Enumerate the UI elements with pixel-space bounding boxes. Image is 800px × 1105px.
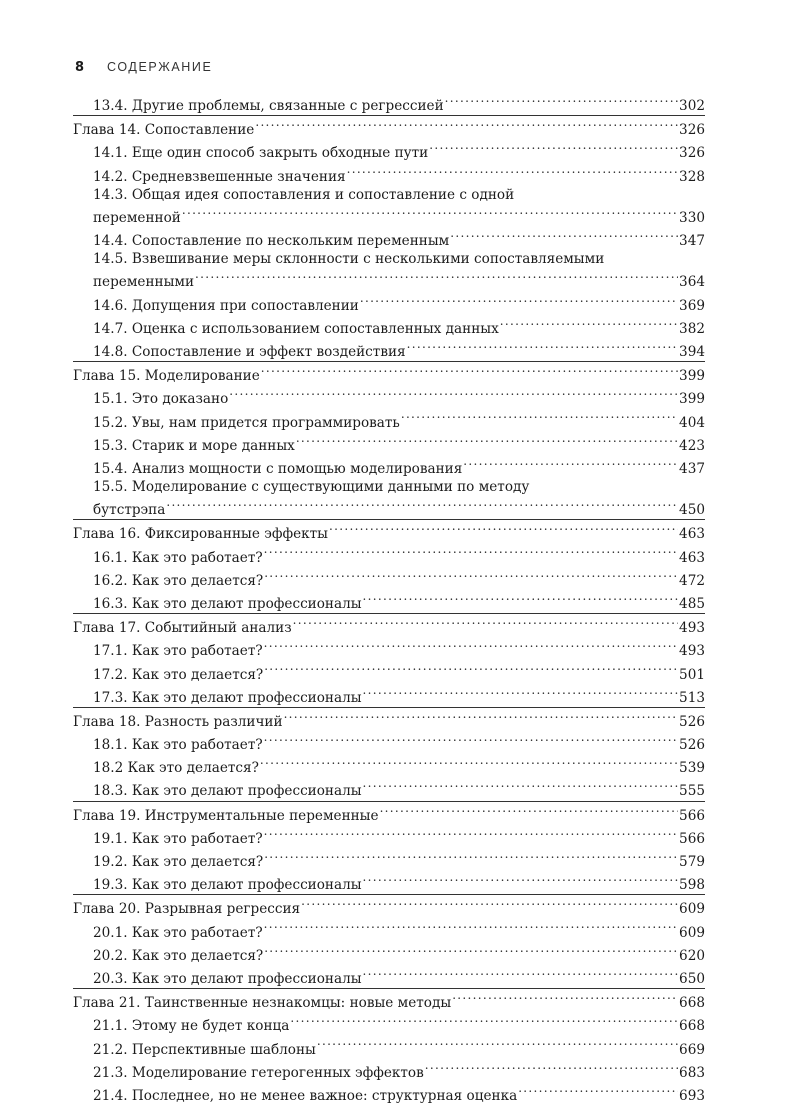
toc-entry-line (73, 989, 705, 1012)
toc-entry-page: 693 (679, 1087, 705, 1104)
toc-entry-page: 326 (679, 122, 705, 139)
toc-entry-title: переменными (93, 274, 195, 291)
toc-section-entry[interactable] (73, 432, 705, 455)
toc-entry-page: 347 (679, 233, 705, 250)
toc-entry-page: 668 (679, 995, 705, 1012)
toc-entry-page: 669 (679, 1041, 705, 1058)
toc-entry-page: 598 (679, 877, 705, 894)
toc-section-entry[interactable] (73, 684, 705, 707)
toc-entry-page: 579 (679, 854, 705, 870)
toc-entry-page: 394 (679, 343, 705, 360)
dot-leader (363, 965, 679, 983)
toc-section-entry[interactable] (73, 1082, 705, 1105)
toc-entry-line (93, 660, 705, 683)
toc-entry-line (73, 614, 705, 637)
dot-leader (293, 614, 678, 632)
toc-entry-line (93, 942, 705, 965)
toc-entry-page: 404 (679, 414, 705, 431)
toc-section-entry[interactable] (73, 1035, 705, 1058)
toc-entry-line (93, 543, 705, 566)
toc-chapter-entry[interactable] (73, 894, 705, 918)
toc-entry-title: 20.1. Как это работает? (93, 924, 263, 941)
toc-entry-line (93, 292, 705, 315)
toc-section-entry[interactable] (73, 1059, 705, 1082)
toc-entry-title: бутстрэпа (93, 502, 166, 519)
toc-entry-page: 566 (679, 830, 705, 847)
toc-section-entry[interactable] (73, 292, 705, 315)
dot-leader (425, 1059, 678, 1077)
toc-chapter-entry[interactable] (73, 613, 705, 637)
toc-entry-page: 450 (679, 502, 705, 519)
toc-entry-title: 16.2. Как это делается? (93, 572, 264, 589)
toc-section-entry[interactable] (73, 754, 705, 777)
toc-section-entry[interactable] (73, 1012, 705, 1035)
toc-entry-page: 369 (679, 297, 705, 314)
toc-entry-title: Глава 17. Событийный анализ (73, 620, 292, 637)
dot-leader (401, 408, 678, 426)
dot-leader (229, 385, 678, 403)
toc-section-entry[interactable] (73, 315, 705, 338)
toc-entry-title: 19.3. Как это делают профессионалы (93, 877, 362, 894)
toc-section-entry[interactable] (73, 660, 705, 683)
toc-entry-page: 609 (679, 901, 705, 918)
dot-leader (264, 918, 678, 936)
toc-entry-title: 14.4. Сопоставление по нескольким переменным (93, 233, 450, 250)
toc-entry-page: 330 (679, 209, 705, 226)
toc-entry-line (93, 92, 705, 115)
toc-entry-page: 302 (679, 98, 705, 115)
toc-entry-line (93, 315, 705, 338)
dot-leader (264, 637, 678, 655)
toc-section-entry[interactable] (73, 227, 705, 250)
toc-entry-title: Глава 21. Таинственные незнакомцы: новые методы (73, 995, 452, 1012)
toc-entry-title: 14.8. Сопоставление и эффект воздействия (93, 343, 406, 360)
toc-section-entry[interactable] (73, 731, 705, 754)
toc-section-entry[interactable] (73, 250, 705, 291)
toc-entry-page: 526 (679, 713, 705, 730)
toc-chapter-entry[interactable] (73, 988, 705, 1012)
page-number: 8 (75, 59, 85, 75)
toc-entry-line (73, 116, 705, 139)
toc-entry-line (93, 731, 705, 754)
toc-entry-line (93, 1082, 705, 1105)
toc-entry-page: 485 (679, 595, 705, 612)
toc-entry-line (73, 520, 705, 543)
toc-section-entry[interactable] (73, 567, 705, 590)
toc-entry-title: 18.2 Как это делается? (93, 760, 259, 777)
toc-entry-page: 683 (679, 1064, 705, 1081)
dot-leader (360, 292, 678, 310)
dot-leader (264, 567, 678, 585)
dot-leader (452, 989, 678, 1007)
toc-entry-title: 14.1. Еще один способ закрыть обходные пути (93, 145, 429, 162)
toc-entry-title: 15.4. Анализ мощности с помощью моделирования (93, 460, 463, 477)
toc-entry-page: 382 (679, 320, 705, 337)
toc-entry-title: 21.2. Перспективные шаблоны (93, 1041, 316, 1058)
toc-entry-title: Глава 18. Разность различий (73, 713, 283, 730)
toc-entry-line (93, 204, 705, 227)
toc-entry-title: Глава 16. Фиксированные эффекты (73, 526, 328, 543)
toc-entry-page: 555 (679, 783, 705, 800)
toc-entry-title: 15.1. Это доказано (93, 391, 229, 408)
dot-leader (195, 268, 678, 286)
toc-section-entry[interactable] (73, 918, 705, 941)
toc-entry-line (93, 139, 705, 162)
toc-section-entry[interactable] (73, 848, 705, 871)
toc-entry-title: 17.3. Как это делают профессионалы (93, 689, 362, 706)
dot-leader (255, 116, 678, 134)
toc-entry-page: 526 (679, 737, 705, 754)
dot-leader (518, 1082, 678, 1100)
toc-entry-page: 364 (679, 274, 705, 291)
toc-section-entry[interactable] (73, 139, 705, 162)
toc-section-entry[interactable] (73, 338, 705, 361)
toc-entry-title-line1: 14.3. Общая идея сопоставления и сопоставление с одной (93, 186, 515, 203)
toc-entry-title: 19.1. Как это работает? (93, 830, 263, 847)
toc-entry-title: 13.4. Другие проблемы, связанные с регрессией (93, 98, 444, 115)
dot-leader (407, 338, 678, 356)
toc-section-entry[interactable] (73, 543, 705, 566)
toc-entry-line (93, 408, 705, 431)
dot-leader (264, 848, 678, 866)
toc-chapter-entry[interactable] (73, 115, 705, 139)
dot-leader (445, 92, 678, 110)
section-title: СОДЕРЖАНИЕ (107, 60, 213, 74)
toc-entry-line (73, 802, 705, 825)
toc-entry-page: 493 (679, 620, 705, 637)
toc-entry-page: 501 (679, 666, 705, 683)
toc-entry-title: 15.2. Увы, нам придется программировать (93, 414, 400, 431)
dot-leader (264, 543, 678, 561)
dot-leader (166, 496, 678, 514)
dot-leader (363, 684, 679, 702)
dot-leader (317, 1035, 678, 1053)
dot-leader (500, 315, 678, 333)
toc-chapter-entry[interactable] (73, 519, 705, 543)
toc-entry-line (93, 385, 705, 408)
toc-entry-title: Глава 20. Разрывная регрессия (73, 901, 301, 918)
dot-leader (264, 825, 678, 843)
dot-leader (363, 777, 679, 795)
toc-chapter-entry[interactable] (73, 707, 705, 731)
toc-entry-title: 17.2. Как это делается? (93, 666, 264, 683)
toc-section-entry[interactable] (73, 871, 705, 894)
toc-entry-page: 423 (679, 437, 705, 454)
toc-entry-line (93, 1059, 705, 1082)
toc-entry-line (93, 918, 705, 941)
toc-section-entry[interactable] (73, 92, 705, 115)
toc-entry-page: 493 (679, 643, 705, 660)
toc-entry-line (93, 1035, 705, 1058)
toc-chapter-entry[interactable] (73, 801, 705, 825)
toc-entry-title: Глава 19. Инструментальные переменные (73, 807, 379, 824)
toc-section-entry[interactable] (73, 965, 705, 988)
toc-entry-title: 18.1. Как это работает? (93, 737, 263, 754)
toc-section-entry[interactable] (73, 163, 705, 186)
toc-entry-page: 463 (679, 526, 705, 543)
toc-entry-page: 650 (679, 970, 705, 987)
toc-section-entry[interactable] (73, 186, 705, 227)
toc-entry-page: 513 (679, 689, 705, 706)
toc-entry-title-line1: 14.5. Взвешивание меры склонности с несколькими сопоставляемыми (93, 251, 605, 268)
toc-entry-title: 14.2. Средневзвешенные значения (93, 168, 346, 185)
toc-entry-line (93, 1012, 705, 1035)
dot-leader (284, 708, 678, 726)
dot-leader (182, 204, 678, 222)
toc-entry-line (93, 496, 705, 519)
toc-entry-title: 21.3. Моделирование гетерогенных эффектов (93, 1064, 424, 1081)
toc-entry-page: 328 (679, 168, 705, 185)
toc-entry-title: 19.2. Как это делается? (93, 854, 264, 870)
toc-entry-line (73, 362, 705, 385)
toc-entry-title-line1: 15.5. Моделирование с существующими данными по методу (93, 479, 530, 495)
toc-entry-line (93, 567, 705, 590)
toc-entry-page: 609 (679, 924, 705, 941)
toc-section-entry[interactable] (73, 385, 705, 408)
toc-section-entry[interactable] (73, 942, 705, 965)
toc-entry-title: 17.1. Как это работает? (93, 643, 263, 660)
toc-entry-line (93, 777, 705, 800)
dot-leader (296, 432, 678, 450)
dot-leader (264, 942, 678, 960)
toc-entry-line (93, 684, 705, 707)
toc-entry-page: 399 (679, 368, 705, 385)
toc-section-entry[interactable] (73, 455, 705, 478)
toc-entry-line (93, 871, 705, 894)
toc-entry-page: 668 (679, 1018, 705, 1035)
toc-section-entry[interactable] (73, 777, 705, 800)
dot-leader (260, 754, 678, 772)
toc-section-entry[interactable] (73, 590, 705, 613)
dot-leader (301, 895, 678, 913)
toc-entry-line (93, 754, 705, 777)
dot-leader (363, 871, 679, 889)
toc-entry-title: 20.3. Как это делают профессионалы (93, 970, 362, 987)
toc-entry-page: 472 (679, 572, 705, 589)
toc-section-entry[interactable] (73, 637, 705, 660)
toc-entry-title: 16.1. Как это работает? (93, 549, 263, 566)
toc-entry-page: 437 (679, 460, 705, 477)
toc-entry-page: 399 (679, 391, 705, 408)
running-header (75, 57, 212, 77)
toc-entry-page: 620 (679, 947, 705, 964)
toc-section-entry[interactable] (73, 478, 705, 519)
toc-entry-line (93, 338, 705, 361)
toc-entry-title: 14.7. Оценка с использованием сопоставленных данных (93, 320, 499, 337)
toc-entry-page: 326 (679, 145, 705, 162)
toc-entry-title: Глава 15. Моделирование (73, 368, 260, 385)
toc-entry-title: 20.2. Как это делается? (93, 947, 264, 964)
toc-entry-line (73, 895, 705, 918)
toc-entry-line (93, 163, 705, 186)
dot-leader (264, 731, 678, 749)
dot-leader (347, 163, 678, 181)
toc-entry-title: 14.6. Допущения при сопоставлении (93, 297, 359, 314)
dot-leader (264, 660, 678, 678)
toc-entry-title: 16.3. Как это делают профессионалы (93, 595, 362, 612)
toc-chapter-entry[interactable] (73, 361, 705, 385)
table-of-contents (73, 92, 705, 1105)
dot-leader (363, 590, 679, 608)
toc-entry-line (93, 227, 705, 250)
toc-entry-line (93, 268, 705, 291)
dot-leader (290, 1012, 678, 1030)
toc-entry-title: 15.3. Старик и море данных (93, 437, 295, 454)
toc-entry-line (73, 708, 705, 731)
toc-entry-title: переменной (93, 209, 181, 226)
toc-entry-line (93, 965, 705, 988)
toc-entry-title: 21.4. Последнее, но не менее важное: структурная оценка (93, 1087, 518, 1104)
toc-entry-title: 21.1. Этому не будет конца (93, 1018, 290, 1035)
dot-leader (261, 362, 678, 380)
dot-leader (429, 139, 678, 157)
dot-leader (329, 520, 678, 538)
toc-entry-line (93, 848, 705, 871)
toc-entry-line (93, 637, 705, 660)
toc-section-entry[interactable] (73, 408, 705, 431)
toc-entry-page: 539 (679, 760, 705, 777)
toc-entry-title: Глава 14. Сопоставление (73, 122, 255, 139)
toc-entry-title: 18.3. Как это делают профессионалы (93, 783, 362, 800)
toc-entry-page: 566 (679, 807, 705, 824)
dot-leader (380, 802, 678, 820)
toc-entry-line (93, 432, 705, 455)
dot-leader (463, 455, 678, 473)
toc-section-entry[interactable] (73, 825, 705, 848)
dot-leader (450, 227, 678, 245)
toc-entry-line (93, 590, 705, 613)
toc-entry-line (93, 825, 705, 848)
toc-entry-page: 463 (679, 549, 705, 566)
toc-entry-line (93, 455, 705, 478)
